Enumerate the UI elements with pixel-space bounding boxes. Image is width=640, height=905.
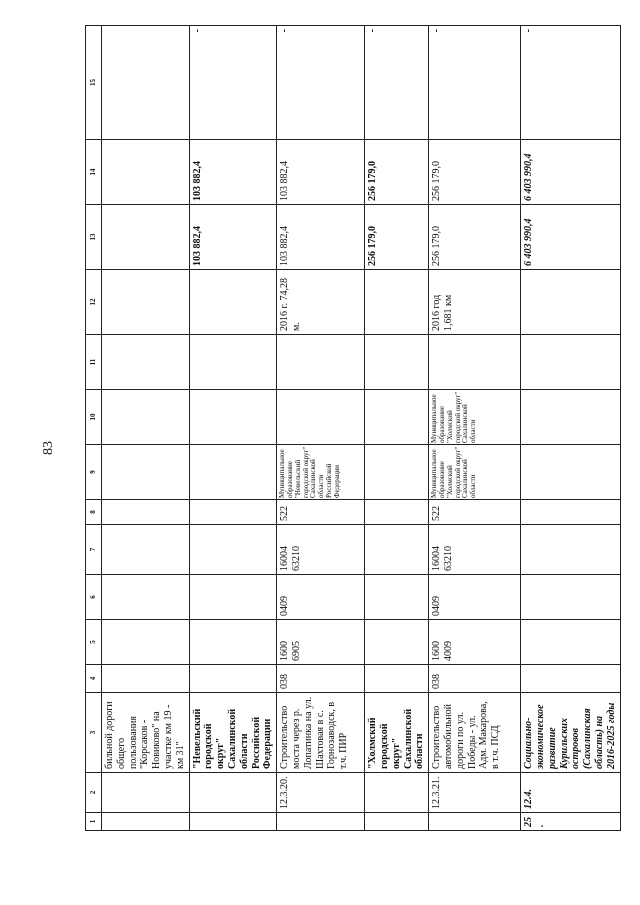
header-cell: 4 [86,665,102,693]
cell-c2 [365,773,429,813]
cell-c12: 2016 год 1,681 км [429,270,521,335]
cell-c11 [365,335,429,390]
header-cell: 13 [86,205,102,270]
cell-c8: 522 [277,500,365,525]
cell-c12 [521,270,620,335]
cell-c1: 25. [521,813,620,831]
cell-c7 [189,525,277,575]
cell-c7 [102,525,190,575]
cell-c7: 16004 63210 [277,525,365,575]
cell-c10 [521,390,620,445]
header-cell: 6 [86,575,102,620]
cell-c6 [521,575,620,620]
cell-c13: 103 882,4 [277,205,365,270]
cell-c2: 12.3.21. [429,773,521,813]
cell-c14 [102,140,190,205]
cell-c15: - [365,26,429,140]
cell-c12: 2016 г. 74,28 м. [277,270,365,335]
cell-c6: 0409 [429,575,521,620]
cell-c8 [365,500,429,525]
cell-name: Строительство автомобильной дороги по ул. Победы - ул. Адм. Макарова, в т.ч. ПСД [429,693,521,773]
cell-c2 [189,773,277,813]
cell-c1 [102,813,190,831]
header-cell: 8 [86,500,102,525]
cell-c5 [521,620,620,665]
cell-c4: 038 [429,665,521,693]
cell-c10 [189,390,277,445]
cell-c14: 256 179,0 [365,140,429,205]
cell-c13: 256 179,0 [365,205,429,270]
cell-name: бильной дороги общего пользования "Корсаков - Новиково" на участке км 19 - км 31" [102,693,190,773]
cell-c8 [521,500,620,525]
cell-c11 [189,335,277,390]
cell-c9 [189,445,277,500]
cell-c1 [365,813,429,831]
table-row-nevelsky-total [189,26,277,831]
cell-c5 [365,620,429,665]
cell-c10 [365,390,429,445]
header-cell: 3 [86,693,102,773]
header-cell: 10 [86,390,102,445]
cell-c15 [102,26,190,140]
rotated-table-wrapper [85,26,617,831]
cell-c11 [102,335,190,390]
cell-c12 [365,270,429,335]
cell-c1 [277,813,365,831]
cell-c1 [429,813,521,831]
cell-c14: 6 403 990,4 [521,140,620,205]
cell-c9: Муниципальное образование "Невельский городской округ" Сахалинской области Российской Федерации [277,445,365,500]
page-number: 83 [41,441,56,455]
cell-c12 [189,270,277,335]
header-cell: 1 [86,813,102,831]
cell-c4 [189,665,277,693]
header-cell: 14 [86,140,102,205]
cell-c5 [189,620,277,665]
cell-c14: 103 882,4 [189,140,277,205]
header-cell: 15 [86,26,102,140]
cell-c2: 12.4. [521,773,620,813]
cell-name: Социально-экономическое развитие Курильских островов (Сахалинская область) на 2016-2025 годы [521,693,620,773]
cell-c9 [102,445,190,500]
cell-c15: - [429,26,521,140]
table-row-25 [521,26,620,831]
cell-c7 [365,525,429,575]
cell-c7 [521,525,620,575]
cell-c15: - [189,26,277,140]
header-row [86,26,102,831]
cell-c11 [521,335,620,390]
cell-c8 [102,500,190,525]
header-cell: 5 [86,620,102,665]
cell-c10 [277,390,365,445]
header-cell: 9 [86,445,102,500]
cell-c6: 0409 [277,575,365,620]
table-area [85,26,617,831]
cell-c9: Муниципальное образование "Холмский городской округ" Сахалинской области [429,445,521,500]
cell-c11 [277,335,365,390]
cell-c2: 12.3.20. [277,773,365,813]
budget-table [85,25,621,831]
cell-c15: - [277,26,365,140]
cell-c13: 6 403 990,4 [521,205,620,270]
cell-c14: 256 179,0 [429,140,521,205]
cell-c9 [521,445,620,500]
cell-c8 [189,500,277,525]
header-cell: 11 [86,335,102,390]
cell-c12 [102,270,190,335]
header-cell: 2 [86,773,102,813]
cell-c4 [521,665,620,693]
table-row-continuation [102,26,190,831]
table-row-kholmsky-total [365,26,429,831]
header-cell: 7 [86,525,102,575]
cell-c6 [365,575,429,620]
cell-c1 [189,813,277,831]
cell-c5 [102,620,190,665]
cell-c2 [102,773,190,813]
table-row-12-3-21 [429,26,521,831]
cell-c13 [102,205,190,270]
cell-c13: 256 179,0 [429,205,521,270]
cell-c14: 103 882,4 [277,140,365,205]
cell-c6 [189,575,277,620]
cell-c11 [429,335,521,390]
cell-c4 [102,665,190,693]
cell-c8: 522 [429,500,521,525]
cell-name: "Холмский городской округ" Сахалинской области [365,693,429,773]
cell-c13: 103 882,4 [189,205,277,270]
cell-c7: 16004 63210 [429,525,521,575]
table-row-12-3-20 [277,26,365,831]
cell-c10: Муниципальное образование "Холмский городской округ" Сахалинской области [429,390,521,445]
cell-c9 [365,445,429,500]
cell-c5: 1600 4009 [429,620,521,665]
cell-c6 [102,575,190,620]
cell-name: "Невельский городской округ" Сахалинской области Российской Федерации [189,693,277,773]
cell-c15: - [521,26,620,140]
cell-name: Строительство моста через р. Лопатинка на ул. Шахтовая в с. Горнозаводск, в т.ч. ПИР [277,693,365,773]
cell-c4 [365,665,429,693]
header-cell: 12 [86,270,102,335]
cell-c4: 038 [277,665,365,693]
cell-c10 [102,390,190,445]
cell-c5: 1600 6905 [277,620,365,665]
